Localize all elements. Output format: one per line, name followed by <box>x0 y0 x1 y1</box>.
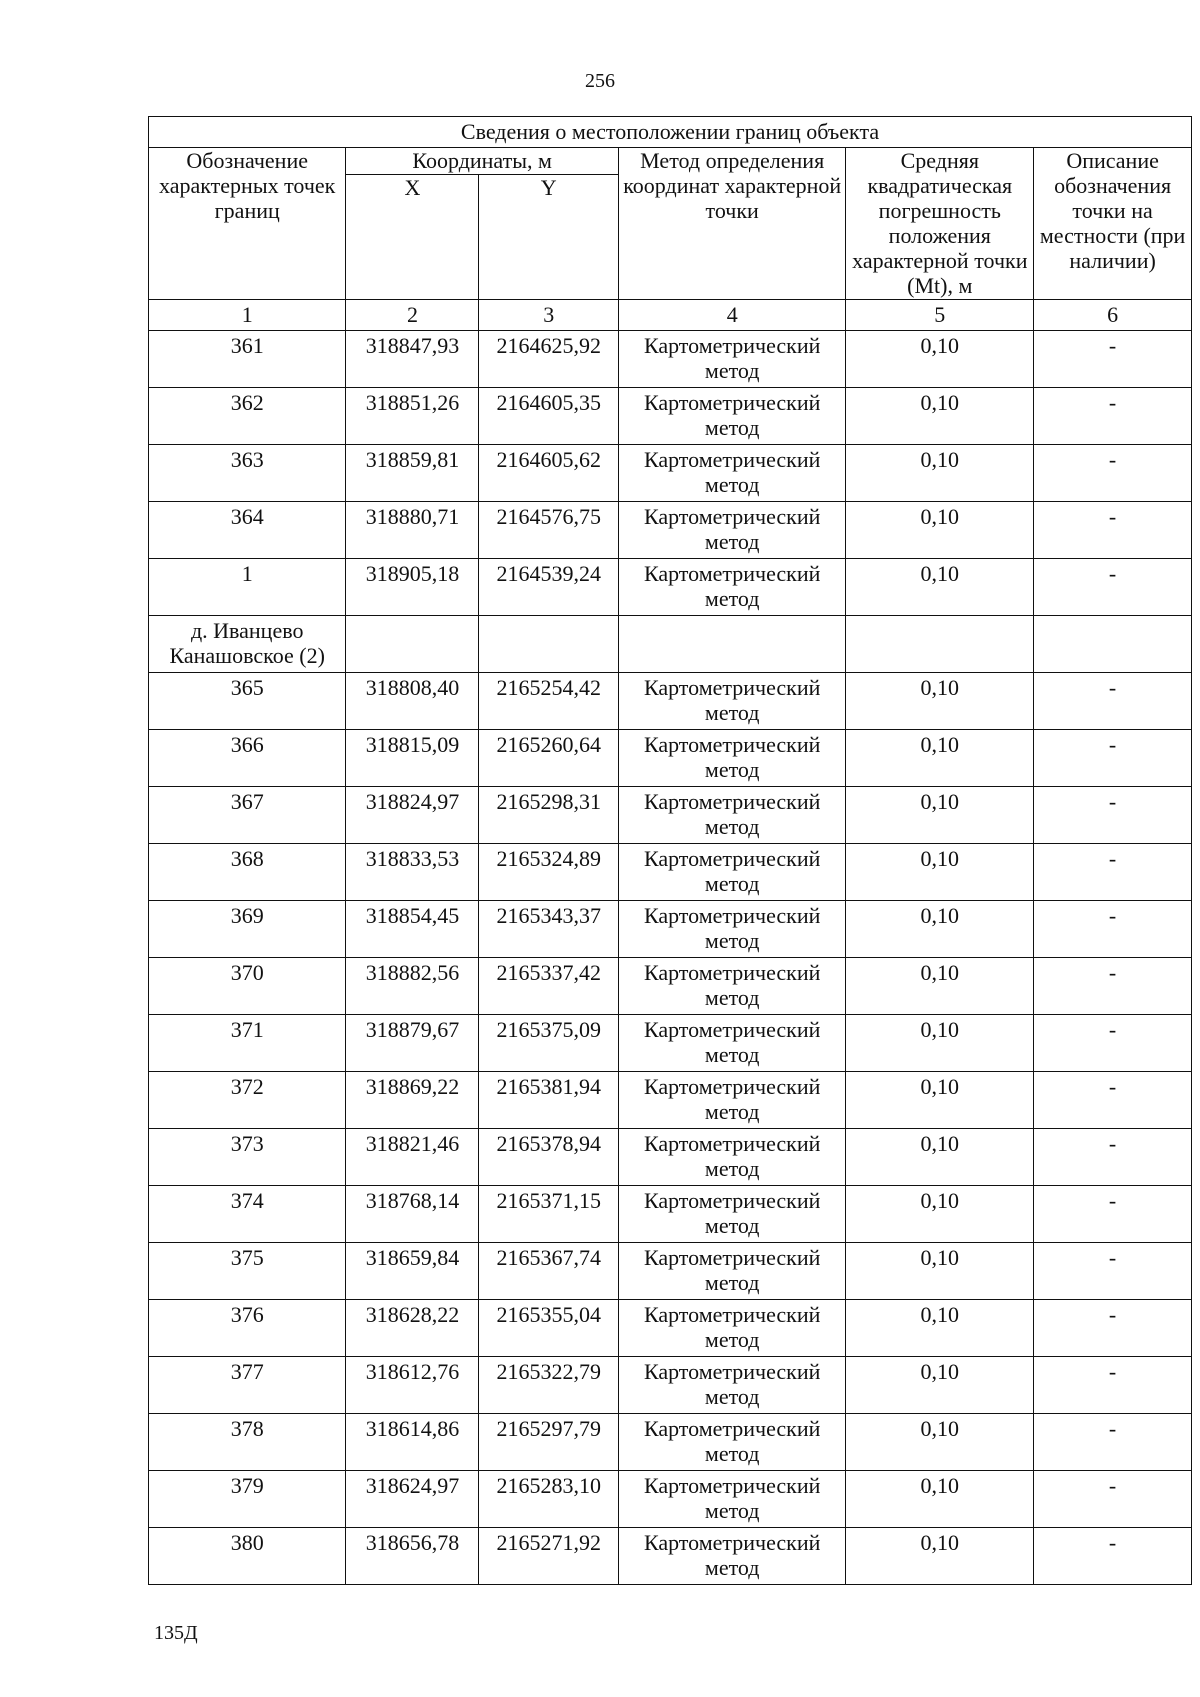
mean-error-cell: 0,10 <box>846 1015 1034 1072</box>
description-cell: - <box>1034 1528 1192 1585</box>
column-number: 5 <box>846 300 1034 331</box>
point-id-cell: 365 <box>149 673 346 730</box>
point-id-cell: 374 <box>149 1186 346 1243</box>
method-cell: Картометрический метод <box>618 673 845 730</box>
description-cell: - <box>1034 1300 1192 1357</box>
point-id-cell: 376 <box>149 1300 346 1357</box>
description-cell: - <box>1034 787 1192 844</box>
mean-error-cell: 0,10 <box>846 787 1034 844</box>
description-cell: - <box>1034 1129 1192 1186</box>
point-id-cell: 367 <box>149 787 346 844</box>
point-id-cell: 375 <box>149 1243 346 1300</box>
y-coordinate-cell: 2165375,09 <box>479 1015 618 1072</box>
mean-error-cell: 0,10 <box>846 502 1034 559</box>
table-row <box>149 844 1192 901</box>
y-coordinate-cell: 2165254,42 <box>479 673 618 730</box>
y-coordinate-cell: 2165343,37 <box>479 901 618 958</box>
description-cell: - <box>1034 1357 1192 1414</box>
description-cell: - <box>1034 502 1192 559</box>
mean-error-cell: 0,10 <box>846 730 1034 787</box>
table-row <box>149 1015 1192 1072</box>
mean-error-cell: 0,10 <box>846 559 1034 616</box>
table-row <box>149 388 1192 445</box>
mean-error-cell: 0,10 <box>846 1414 1034 1471</box>
description-cell: - <box>1034 1186 1192 1243</box>
empty-cell <box>479 616 618 673</box>
x-coordinate-cell: 318659,84 <box>346 1243 479 1300</box>
description-cell: - <box>1034 958 1192 1015</box>
empty-cell <box>846 616 1034 673</box>
x-coordinate-cell: 318614,86 <box>346 1414 479 1471</box>
header-x: X <box>346 175 479 300</box>
method-cell: Картометрический метод <box>618 1015 845 1072</box>
table-row <box>149 559 1192 616</box>
point-id-cell: 1 <box>149 559 346 616</box>
table-row <box>149 445 1192 502</box>
description-cell: - <box>1034 844 1192 901</box>
x-coordinate-cell: 318905,18 <box>346 559 479 616</box>
table-row <box>149 1357 1192 1414</box>
mean-error-cell: 0,10 <box>846 1072 1034 1129</box>
point-id-cell: 373 <box>149 1129 346 1186</box>
mean-error-cell: 0,10 <box>846 1243 1034 1300</box>
table-row <box>149 1129 1192 1186</box>
point-id-cell: 366 <box>149 730 346 787</box>
method-cell: Картометрический метод <box>618 730 845 787</box>
point-id-cell: 363 <box>149 445 346 502</box>
y-coordinate-cell: 2165324,89 <box>479 844 618 901</box>
x-coordinate-cell: 318879,67 <box>346 1015 479 1072</box>
y-coordinate-cell: 2165322,79 <box>479 1357 618 1414</box>
point-id-cell: 369 <box>149 901 346 958</box>
method-cell: Картометрический метод <box>618 844 845 901</box>
table-row <box>149 787 1192 844</box>
description-cell: - <box>1034 1243 1192 1300</box>
table-row <box>149 1300 1192 1357</box>
y-coordinate-cell: 2165381,94 <box>479 1072 618 1129</box>
table-row <box>149 1243 1192 1300</box>
method-cell: Картометрический метод <box>618 331 845 388</box>
x-coordinate-cell: 318821,46 <box>346 1129 479 1186</box>
x-coordinate-cell: 318882,56 <box>346 958 479 1015</box>
x-coordinate-cell: 318854,45 <box>346 901 479 958</box>
empty-cell <box>346 616 479 673</box>
method-cell: Картометрический метод <box>618 445 845 502</box>
method-cell: Картометрический метод <box>618 787 845 844</box>
y-coordinate-cell: 2165298,31 <box>479 787 618 844</box>
mean-error-cell: 0,10 <box>846 1357 1034 1414</box>
mean-error-cell: 0,10 <box>846 958 1034 1015</box>
table-row <box>149 958 1192 1015</box>
description-cell: - <box>1034 445 1192 502</box>
header-method: Метод определения координат характерной точки <box>618 148 845 300</box>
point-id-cell: 362 <box>149 388 346 445</box>
table-row <box>149 502 1192 559</box>
description-cell: - <box>1034 901 1192 958</box>
x-coordinate-cell: 318815,09 <box>346 730 479 787</box>
boundary-coordinates-table <box>148 116 1192 1585</box>
column-number: 2 <box>346 300 479 331</box>
description-cell: - <box>1034 388 1192 445</box>
table-row <box>149 331 1192 388</box>
x-coordinate-cell: 318808,40 <box>346 673 479 730</box>
description-cell: - <box>1034 1015 1192 1072</box>
method-cell: Картометрический метод <box>618 502 845 559</box>
point-id-cell: 361 <box>149 331 346 388</box>
y-coordinate-cell: 2164605,35 <box>479 388 618 445</box>
point-id-cell: 380 <box>149 1528 346 1585</box>
point-id-cell: 372 <box>149 1072 346 1129</box>
column-number: 3 <box>479 300 618 331</box>
page-number: 256 <box>585 70 615 92</box>
x-coordinate-cell: 318833,53 <box>346 844 479 901</box>
method-cell: Картометрический метод <box>618 388 845 445</box>
x-coordinate-cell: 318880,71 <box>346 502 479 559</box>
y-coordinate-cell: 2165337,42 <box>479 958 618 1015</box>
x-coordinate-cell: 318656,78 <box>346 1528 479 1585</box>
point-id-cell: 378 <box>149 1414 346 1471</box>
method-cell: Картометрический метод <box>618 1072 845 1129</box>
column-number: 6 <box>1034 300 1192 331</box>
mean-error-cell: 0,10 <box>846 388 1034 445</box>
mean-error-cell: 0,10 <box>846 673 1034 730</box>
x-coordinate-cell: 318824,97 <box>346 787 479 844</box>
x-coordinate-cell: 318624,97 <box>346 1471 479 1528</box>
point-id-cell: 371 <box>149 1015 346 1072</box>
y-coordinate-cell: 2165260,64 <box>479 730 618 787</box>
table-row <box>149 1471 1192 1528</box>
column-number: 4 <box>618 300 845 331</box>
x-coordinate-cell: 318768,14 <box>346 1186 479 1243</box>
method-cell: Картометрический метод <box>618 958 845 1015</box>
table-row <box>149 673 1192 730</box>
description-cell: - <box>1034 1072 1192 1129</box>
header-description: Описание обозначения точки на местности (при наличии) <box>1034 148 1192 300</box>
y-coordinate-cell: 2165378,94 <box>479 1129 618 1186</box>
empty-cell <box>1034 616 1192 673</box>
mean-error-cell: 0,10 <box>846 331 1034 388</box>
method-cell: Картометрический метод <box>618 1300 845 1357</box>
description-cell: - <box>1034 1414 1192 1471</box>
group-row <box>149 616 1192 673</box>
y-coordinate-cell: 2165371,15 <box>479 1186 618 1243</box>
method-cell: Картометрический метод <box>618 559 845 616</box>
method-cell: Картометрический метод <box>618 1357 845 1414</box>
y-coordinate-cell: 2164625,92 <box>479 331 618 388</box>
y-coordinate-cell: 2165283,10 <box>479 1471 618 1528</box>
x-coordinate-cell: 318628,22 <box>346 1300 479 1357</box>
x-coordinate-cell: 318869,22 <box>346 1072 479 1129</box>
group-name: д. Иванцево Канашовское (2) <box>149 616 346 673</box>
header-point-designation: Обозначение характерных точек границ <box>149 148 346 300</box>
column-number: 1 <box>149 300 346 331</box>
point-id-cell: 379 <box>149 1471 346 1528</box>
header-y: Y <box>479 175 618 300</box>
mean-error-cell: 0,10 <box>846 1186 1034 1243</box>
table-row <box>149 730 1192 787</box>
x-coordinate-cell: 318859,81 <box>346 445 479 502</box>
y-coordinate-cell: 2164576,75 <box>479 502 618 559</box>
table-row <box>149 1528 1192 1585</box>
point-id-cell: 368 <box>149 844 346 901</box>
method-cell: Картометрический метод <box>618 1414 845 1471</box>
point-id-cell: 377 <box>149 1357 346 1414</box>
mean-error-cell: 0,10 <box>846 1528 1034 1585</box>
description-cell: - <box>1034 1471 1192 1528</box>
footer-code: 135Д <box>154 1622 198 1644</box>
y-coordinate-cell: 2164539,24 <box>479 559 618 616</box>
table-row <box>149 901 1192 958</box>
description-cell: - <box>1034 559 1192 616</box>
method-cell: Картометрический метод <box>618 1186 845 1243</box>
empty-cell <box>618 616 845 673</box>
description-cell: - <box>1034 730 1192 787</box>
point-id-cell: 364 <box>149 502 346 559</box>
x-coordinate-cell: 318851,26 <box>346 388 479 445</box>
method-cell: Картометрический метод <box>618 1243 845 1300</box>
table-title: Сведения о местоположении границ объекта <box>149 117 1192 148</box>
header-coordinates: Координаты, м <box>346 148 619 175</box>
y-coordinate-cell: 2165297,79 <box>479 1414 618 1471</box>
mean-error-cell: 0,10 <box>846 1300 1034 1357</box>
y-coordinate-cell: 2165367,74 <box>479 1243 618 1300</box>
mean-error-cell: 0,10 <box>846 844 1034 901</box>
mean-error-cell: 0,10 <box>846 445 1034 502</box>
method-cell: Картометрический метод <box>618 1471 845 1528</box>
x-coordinate-cell: 318847,93 <box>346 331 479 388</box>
mean-error-cell: 0,10 <box>846 1129 1034 1186</box>
y-coordinate-cell: 2165271,92 <box>479 1528 618 1585</box>
method-cell: Картометрический метод <box>618 1129 845 1186</box>
mean-error-cell: 0,10 <box>846 1471 1034 1528</box>
description-cell: - <box>1034 673 1192 730</box>
description-cell: - <box>1034 331 1192 388</box>
method-cell: Картометрический метод <box>618 1528 845 1585</box>
method-cell: Картометрический метод <box>618 901 845 958</box>
header-mean-error: Средняя квадратическая погрешность положения характерной точки (Mt), м <box>846 148 1034 300</box>
y-coordinate-cell: 2165355,04 <box>479 1300 618 1357</box>
y-coordinate-cell: 2164605,62 <box>479 445 618 502</box>
mean-error-cell: 0,10 <box>846 901 1034 958</box>
table-row <box>149 1072 1192 1129</box>
table-row <box>149 1414 1192 1471</box>
column-number-row <box>149 300 1192 331</box>
table-row <box>149 1186 1192 1243</box>
x-coordinate-cell: 318612,76 <box>346 1357 479 1414</box>
point-id-cell: 370 <box>149 958 346 1015</box>
